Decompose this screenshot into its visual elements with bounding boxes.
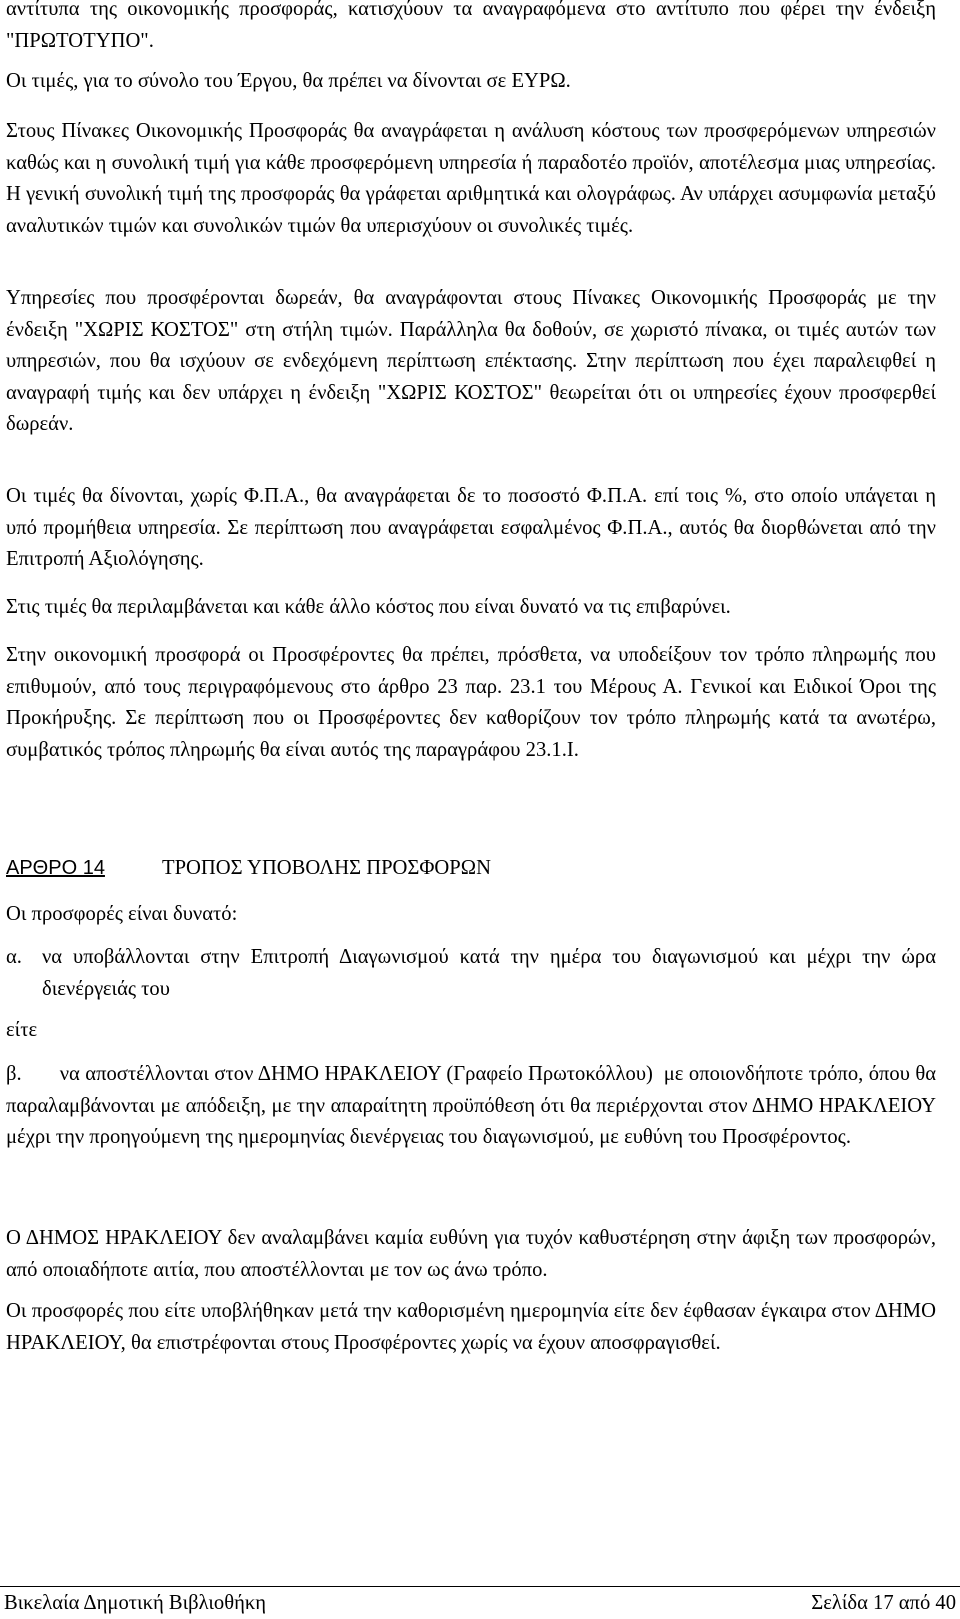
page-footer	[0, 1586, 960, 1619]
paragraph-other-costs: Στις τιμές θα περιλαμβάνεται και κάθε άλλο κόστος που είναι δυνατό να τις επιβαρύνει.	[6, 596, 731, 618]
paragraph-payment-method: Στην οικονομική προσφορά οι Προσφέροντες θα πρέπει, πρόσθετα, να υποδείξουν τον τρόπο πληρωμής που επιθυμούν, από τους περιγραφόμενους στο άρθρο 23 παρ. 23.1 του Μέρους Α. Γενικοί και Ειδικοί Όροι της Προκήρυξης. Σε περίπτωση που οι Προσφέροντες δεν καθορίζουν τον τρόπο πληρωμής κατά τα ανωτέρω, συμβατικός τρόπος πληρωμής θα είναι αυτός της παραγράφου 23.1.Ι.	[6, 644, 936, 761]
article-heading	[6, 853, 936, 885]
paragraph-vat: Οι τιμές θα δίνονται, χωρίς Φ.Π.Α., θα αναγράφεται δε το ποσοστό Φ.Π.Α. επί τοις %, στο οποίο υπάγεται η υπό προμήθεια υπηρεσία. Σε περίπτωση που αναγράφεται εσφαλμένος Φ.Π.Α., αυτός θα διορθώνεται από την Επιτροπή Αξιολόγησης.	[6, 485, 936, 570]
either-word: είτε	[6, 1019, 38, 1041]
paragraph-free-services: Υπηρεσίες που προσφέρονται δωρεάν, θα αναγράφονται στους Πίνακες Οικονομικής Προσφοράς με την ένδειξη "ΧΩΡΙΣ ΚΟΣΤΟΣ" στη στήλη τιμών. Παράλληλα θα δοθούν, σε χωριστό πίνακα, οι τιμές αυτών των υπηρεσιών, που θα ισχύουν σε ενδεχόμενη περίπτωση επέκτασης. Στην περίπτωση που έχει παραλειφθεί η αναγραφή τιμής και δεν υπάρχει η ένδειξη "ΧΩΡΙΣ ΚΟΣΤΟΣ" θεωρείται ότι οι υπηρεσίες έχουν προσφερθεί δωρεάν.	[6, 287, 936, 435]
paragraph-late-offers: Οι προσφορές που είτε υποβλήθηκαν μετά την καθορισμένη ημερομηνία είτε δεν έφθασαν έγκαιρα στον ΔΗΜΟ ΗΡΑΚΛΕΙΟΥ, θα επιστρέφονται στους Προσφέροντες χωρίς να έχουν αποσφραγισθεί.	[6, 1300, 936, 1354]
list-marker-a: α.	[6, 946, 22, 968]
article-title: ΤΡΟΠΟΣ ΥΠΟΒΟΛΗΣ ΠΡΟΣΦΟΡΩΝ	[162, 857, 491, 879]
paragraph-no-responsibility: Ο ΔΗΜΟΣ ΗΡΑΚΛΕΙΟΥ δεν αναλαμβάνει καμία ευθύνη για τυχόν καθυστέρηση στην άφιξη των προσφορών, από οποιαδήποτε αιτία, που αποστέλλονται με τον ως άνω τρόπο.	[6, 1227, 936, 1281]
footer-library-name: Βικελαία Δημοτική Βιβλιοθήκη	[4, 1592, 266, 1614]
paragraph-currency: Οι τιμές, για το σύνολο του Έργου, θα πρέπει να δίνονται σε ΕΥΡΩ.	[6, 70, 571, 92]
list-text-a: να υποβάλλονται στην Επιτροπή Διαγωνισμού κατά την ημέρα του διαγωνισμού και μέχρι την ώρα διενέργειάς του	[42, 946, 936, 1000]
paragraph-financial-tables: Στους Πίνακες Οικονομικής Προσφοράς θα αναγράφεται η ανάλυση κόστους των προσφερόμενων υπηρεσιών καθώς και η συνολική τιμή για κάθε προσφερόμενη υπηρεσία ή παραδοτέο προϊόν, αποτέλεσμα μιας υπηρεσίας. Η γενική συνολική τιμή της προσφοράς θα γράφεται αριθμητικά και ολογράφως. Αν υπάρχει ασυμφωνία μεταξύ αναλυτικών τιμών και συνολικών τιμών θα υπερισχύουν οι συνολικές τιμές.	[6, 120, 936, 237]
paragraph-prototype-copy: αντίτυπα της οικονομικής προσφοράς, κατισχύουν τα αναγραφόμενα στο αντίτυπο που φέρει την ένδειξη "ΠΡΩΤΟΤΥΠΟ".	[6, 0, 936, 52]
article-intro: Οι προσφορές είναι δυνατό:	[6, 903, 238, 925]
article-number: ΑΡΘΡΟ 14	[6, 857, 105, 879]
list-item-a	[6, 942, 936, 1005]
list-item-b: β. να αποστέλλονται στον ΔΗΜΟ ΗΡΑΚΛΕΙΟΥ (Γραφείο Πρωτοκόλλου) με οποιονδήποτε τρόπο, όπου θα παραλαμβάνονται με απόδειξη, με την απαραίτητη προϋπόθεση ότι θα περιέρχονται στον ΔΗΜΟ ΗΡΑΚΛΕΙΟΥ μέχρι την προηγούμενη της ημερομηνίας διενέργειας του διαγωνισμού, με ευθύνη του Προσφέροντος.	[6, 1063, 942, 1148]
footer-page-number: Σελίδα 17 από 40	[811, 1592, 956, 1614]
